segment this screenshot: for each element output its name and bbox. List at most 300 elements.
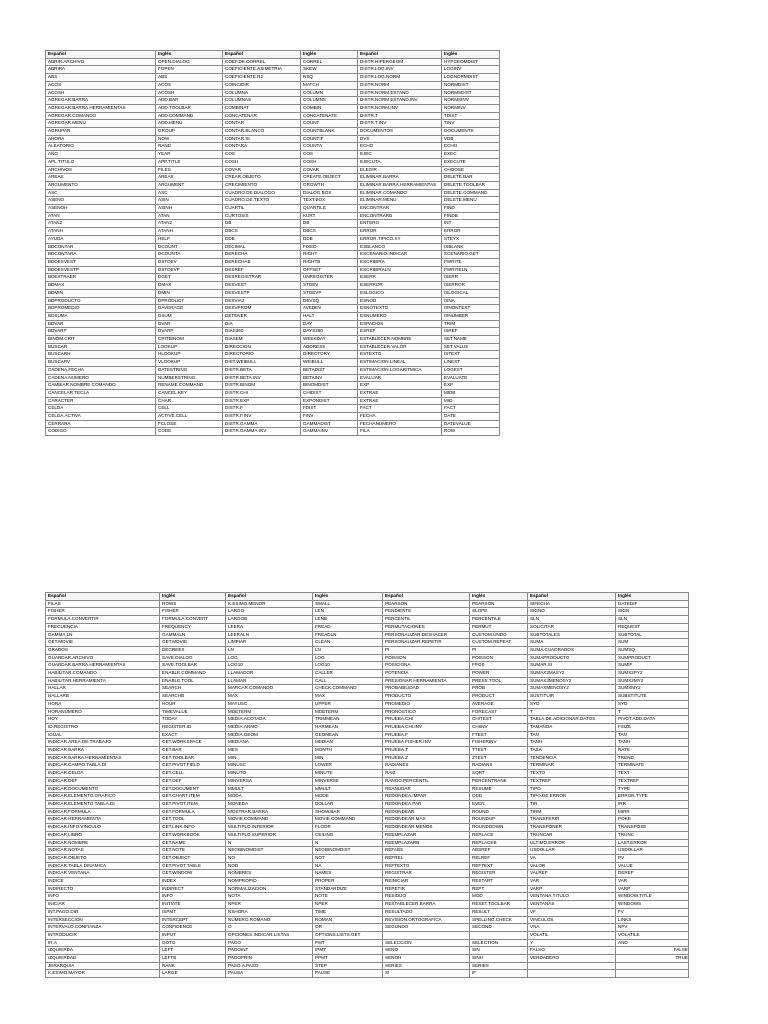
table-cell: CHAR [156,397,223,405]
table-cell: AYUDA [46,235,156,243]
spreadsheet-table-2 [45,592,689,978]
table-row [46,343,500,351]
table-cell: ROUNDUP [470,816,528,824]
table-cell [528,970,616,978]
table-row [46,382,500,390]
table-cell: SLN [616,616,689,624]
table-cell: TENDENCIA [528,754,616,762]
table-row [46,220,500,228]
table-cell: SUSTITUIR [528,693,616,701]
table-cell: DCOUNT [156,243,223,251]
table-cell: DSTDEVP [156,266,223,274]
table-row [46,336,500,344]
table-cell: ENCONTRAR [358,205,442,213]
table-cell: TIMEVALUE [160,708,226,716]
table-cell: INTRODUCIR [46,931,160,939]
table-cell: ATANH [46,228,156,236]
table-cell: K.ESIMO.MENOR [226,600,313,608]
table-2-body [46,593,689,978]
table-row [46,955,689,963]
table-cell: REGISTER.ID [160,723,226,731]
table-row [46,104,500,112]
table-cell: RESULTADO [383,908,470,916]
table-cell: DISTR.BETA.INV [223,374,301,382]
table-cell: BDMAX [46,282,156,290]
table-cell: DISTR.NORM.ESTAND.INV [358,97,442,105]
table-cell: HELP [156,235,223,243]
table-cell: MODE [313,793,383,801]
table-cell: DIA [223,320,301,328]
table-cell: MEDIA.GEOM [226,731,313,739]
table-cell: WEIBULL [301,359,358,367]
table-cell: BINOMDIST [301,382,358,390]
table-cell: HALLAR [46,685,160,693]
table-cell: IF [470,970,528,978]
table-row [46,731,689,739]
table-cell: NUMBERSTRING [156,374,223,382]
table-row [46,135,500,143]
table-cell: LEERALN [226,631,313,639]
table-cell: ELEGIR [358,166,442,174]
table-cell: FREAD [313,623,383,631]
table-cell: BUSCARH [46,351,156,359]
table-cell: INDICE [46,878,160,886]
table-cell: MULTIPLO.INFERIOR [226,824,313,832]
table-cell: DISTR.NORM.ESTAND [358,89,442,97]
table-cell: AHORA [46,135,156,143]
table-cell: PROMEDIO [383,700,470,708]
table-row [46,600,689,608]
table-cell: ABRIRA [46,66,156,74]
table-cell: STANDARDIZE [313,885,383,893]
table-cell: TERMINAR [528,762,616,770]
table-cell: PRONOSTICO [383,708,470,716]
table-cell: DIRECTORY [301,351,358,359]
table-cell: REGISTRAR [383,870,470,878]
table-cell: GET.WORKSPACE [160,739,226,747]
table-cell: REDONDEA.PAR [383,800,470,808]
table-cell: ROWS [160,600,226,608]
table-row [46,74,500,82]
table-cell: PERCENTILE [470,616,528,624]
table-cell: ASENO [46,197,156,205]
table-cell: PRESS.TOOL [470,677,528,685]
table-cell: AGREGAR.COMANDO [46,112,156,120]
table-cell: EXP [442,382,500,390]
table-cell: GAMMADIST [301,420,358,428]
table-row [46,708,689,716]
table-row [46,420,500,428]
table-cell: DOCUMENTS [442,128,500,136]
table-cell: SERIES [470,962,528,970]
table-cell: HOUR [160,700,226,708]
table-cell: SET.NAME [442,336,500,344]
table-cell: VF [528,908,616,916]
table-cell: LOOKUP [156,343,223,351]
table-cell: CERRARA [46,420,156,428]
table-cell: DERECHA [223,251,301,259]
table-cell: GET.BAR [160,747,226,755]
table-cell: ABSREF [470,847,528,855]
table-cell: LINEST [442,359,500,367]
table-cell: BETADIST [301,366,358,374]
table-cell: DBCS [301,228,358,236]
table-cell: DDB [301,235,358,243]
table-cell: INTERCEPT [160,916,226,924]
table-cell: UNREGISTER [301,274,358,282]
table-cell: INDICAR.INFO.VINCULO [46,824,160,832]
table-row [46,770,689,778]
table-cell: REFTEXTO [383,862,470,870]
table-cell: DIALOG.BOX [301,189,358,197]
table-cell: ISBLANK [442,243,500,251]
table-row [46,174,500,182]
table-cell: LEFTB [160,955,226,963]
table-cell: EXECUTE [442,158,500,166]
table-cell: SUMXMY2 [616,685,689,693]
table-cell: NPV [616,924,689,932]
table-cell: CORREL [301,58,358,66]
table-cell: PRUEBA.F [383,731,470,739]
table-cell: TRIM [442,320,500,328]
table-cell: VAR [528,878,616,886]
table-cell: AGRUPAR [46,128,156,136]
table-cell: INDIRECT [160,885,226,893]
table-cell: INT.PAGO.DIR [46,908,160,916]
table-cell: SUM [616,639,689,647]
table-cell: NOTA [226,893,313,901]
table-cell: ADD.TOOLBAR [156,104,223,112]
table-cell: VENTANA.TITULO [528,893,616,901]
table-cell: CANCELAR.TECLA [46,389,156,397]
table-cell: INDICAR.NOMBRE [46,839,160,847]
table-cell: SUMAXMENOSY2 [528,685,616,693]
table-cell: GROUP [156,128,223,136]
table-cell: PROBABILIDAD [383,685,470,693]
table-cell: STDEV [301,282,358,290]
table-row [46,266,500,274]
table-cell: ARCHIVOS [46,166,156,174]
table-row [46,151,500,159]
header-row [46,593,689,601]
table-cell: CHIDIST [301,389,358,397]
table-row [46,623,689,631]
table-row [46,831,689,839]
table-cell: ULTIMO.ERROR [528,839,616,847]
table-cell: ISTEXT [442,351,500,359]
table-cell: DELETE.COMMAND [442,189,500,197]
table-cell: LOGINV [442,66,500,74]
table-cell: PRUEBA.T [383,747,470,755]
table-cell: ALEATORIO [46,143,156,151]
table-row [46,754,689,762]
table-cell: POSICIONA [383,662,470,670]
table-cell: ESTIMACION.LOGARITMICA [358,366,442,374]
table-cell: ECHO [358,143,442,151]
table-cell: JERARQUIA [46,962,160,970]
table-cell: FORMULA.CONVERTIR [46,616,160,624]
table-cell: FLOOR [313,824,383,832]
table-cell: MMULT [313,785,383,793]
table-cell: PERMUT [470,623,528,631]
table-row [46,359,500,367]
table-cell: TRUE [616,955,689,963]
table-cell: CALLER [313,670,383,678]
table-cell: PRUEBA.CHI [383,716,470,724]
table-cell: GET.MOVIE [160,639,226,647]
table-cell: GROWTH [301,181,358,189]
table-cell: FILA [358,428,442,436]
table-cell: SUBTOTAL [616,631,689,639]
table-cell: K.ESIMO.MAYOR [46,970,160,978]
table-cell: FREADLN [313,631,383,639]
table-cell: INDIRECTO [46,885,160,893]
table-cell: WEEKDAY [301,336,358,344]
table-row [46,693,689,701]
table-cell: DATESTRING [156,366,223,374]
table-cell: EXACT [160,731,226,739]
table-row [46,289,500,297]
table-cell: CANCEL.KEY [156,389,223,397]
table-cell: CUSTOM.REPEAT [470,639,528,647]
table-cell: REEMPLAZARB [383,839,470,847]
table-cell: FINDB [442,212,500,220]
table-cell: RESTABLECER.BARRA [383,901,470,909]
column-header: Español [383,593,470,601]
table-cell: IRR [616,800,689,808]
table-cell: GET.PIVOT.TABLE [160,862,226,870]
table-cell: RESIDUO [383,893,470,901]
table-cell: DAY [301,320,358,328]
table-cell: MOSTRAR.BARRA [226,808,313,816]
table-cell: HALT [301,312,358,320]
table-cell: APL.TITULO [46,158,156,166]
table-cell: FALSO [528,947,616,955]
table-cell: ISNUMBER [442,312,500,320]
table-cell: ISERR [442,274,500,282]
table-cell: PEARSON [470,600,528,608]
table-cell: INPUT [160,931,226,939]
table-cell: NORMALIZACION [226,885,313,893]
table-cell: TRANSPONER [528,824,616,832]
table-cell: PAUSA [226,970,313,978]
table-cell: VALOR [528,862,616,870]
table-cell: PROB [470,685,528,693]
table-cell: SUBTOTALES [528,631,616,639]
table-cell: GET.WINDOW [160,870,226,878]
table-cell: EXP [358,382,442,390]
table-cell: BDDESVEST [46,258,156,266]
table-row [46,901,689,909]
table-row [46,428,500,436]
table-cell [616,962,689,970]
table-cell: SIGNO [528,608,616,616]
table-cell: GET.TOOL [160,816,226,824]
table-cell: AREAS [156,174,223,182]
table-cell: EVALUATE [442,374,500,382]
table-cell: TRIMMEAN [313,716,383,724]
table-cell: MDETERM [226,708,313,716]
table-cell: ROMAN [313,916,383,924]
table-cell: ACOSH [46,89,156,97]
table-cell: PERSONALIZAR.DESHACER [383,631,470,639]
table-cell: LENB [313,616,383,624]
table-cell: NOW [156,135,223,143]
table-cell: COUNTIF [301,135,358,143]
table-cell: LARGE [160,970,226,978]
table-cell: BDMIN [46,289,156,297]
table-cell: ISPMT [160,908,226,916]
table-cell: PERMUTACIONES [383,623,470,631]
table-cell: HOY [46,716,160,724]
column-header: Español [223,51,301,59]
table-cell: FILAS [46,600,160,608]
table-row [46,739,689,747]
table-cell: HARMEAN [313,723,383,731]
table-cell: CRECIMIENTO [223,181,301,189]
table-cell: OFFSET [301,266,358,274]
table-cell: SIN [470,947,528,955]
table-cell: COUNTBLANK [301,128,358,136]
table-cell: AND [616,939,689,947]
table-cell: CUARTIL [223,205,301,213]
table-cell: ENABLE.COMMAND [160,670,226,678]
table-1-body [46,51,500,436]
table-cell: TEXTO [528,770,616,778]
table-cell: BETAINV [301,374,358,382]
table-cell: FSIZE [616,723,689,731]
table-row [46,662,689,670]
table-row [46,97,500,105]
table-cell: OPCIONES.INDICAR.LISTAS [226,931,313,939]
table-cell: SLOPE [470,608,528,616]
table-cell: REFABS [383,847,470,855]
table-cell: SUMAR.SI [528,662,616,670]
table-cell: ESCRIBIRALN [358,266,442,274]
column-header: Inglés [156,51,223,59]
table-row [46,854,689,862]
table-cell: COEFICIENTE.R2 [223,74,301,82]
table-cell: DISTR.LOG.INV [358,66,442,74]
table-cell: MID [442,397,500,405]
table-cell: COVAR [223,166,301,174]
table-cell: INDICAR.NOTAS [46,847,160,855]
table-cell: AREAS [46,174,156,182]
table-cell: MMULT [226,785,313,793]
table-cell: VINCULOS [528,916,616,924]
table-cell: MIN [226,754,313,762]
table-cell: DELETE.TOOLBAR [442,181,500,189]
table-cell: MOVIE.COMMAND [226,816,313,824]
table-cell: SYD [616,700,689,708]
table-cell: LEFT [160,947,226,955]
table-cell: DDB [223,235,301,243]
table-cell: IZQUIERDAB [46,955,160,963]
table-cell: KURT [301,212,358,220]
table-cell: ARGUMENT [156,181,223,189]
table-cell: VDB [442,135,500,143]
table-cell: RANGO.PERCENTIL [383,777,470,785]
table-cell: TIPO.DE.ERROR [528,793,616,801]
table-cell: FOPEN [156,66,223,74]
table-cell: NORMINV [442,104,500,112]
table-cell: DATEDIF [616,600,689,608]
table-cell: DESVIA2 [223,297,301,305]
table-cell: COEFICIENTE.ASIMETRIA [223,66,301,74]
table-row [46,405,500,413]
table-cell: FORMULA.CONVERT [160,616,226,624]
table-cell: GET.DOCUMENT [160,785,226,793]
table-cell: ESCENARIO.INDICAR [358,251,442,259]
table-cell: REDONDEA.IMPAR [383,793,470,801]
table-cell: TDIST [442,112,500,120]
table-cell: SENOH [383,955,470,963]
column-header: Inglés [313,593,383,601]
table-cell: PRODUCT [470,693,528,701]
table-cell: DIASEM [223,336,301,344]
table-cell: ESNOTEXTO [358,305,442,313]
table-cell: INDICAR.ELEMENTO.GRAFICO [46,793,160,801]
table-cell: FDIST [301,405,358,413]
table-cell: SEGUNDO [383,924,470,932]
table-cell: TIPO [528,785,616,793]
table-row [46,870,689,878]
table-cell: MAYUSC [226,700,313,708]
table-cell: N [313,839,383,847]
table-cell: GET.CELL [160,770,226,778]
table-cell: ESLOGICO [358,289,442,297]
table-cell: EJECUTA [358,158,442,166]
table-cell: OR [313,924,383,932]
table-cell: LEN [313,608,383,616]
table-cell: DOCUMENTOS [358,128,442,136]
table-cell: TRANSFERIR [528,816,616,824]
table-cell: TYPE [616,785,689,793]
table-cell: INDICAR.BARRA [46,747,160,755]
table-cell: GEOMEAN [313,731,383,739]
table-cell: SMALL [313,600,383,608]
table-cell: TINV [442,120,500,128]
table-cell: GAMMALN [160,631,226,639]
table-cell: APP.TITLE [156,158,223,166]
table-cell: MEDIANA [226,739,313,747]
column-header: Español [358,51,442,59]
table-cell: MAX [313,693,383,701]
table-cell: NOT [313,854,383,862]
table-cell: Y [528,939,616,947]
table-cell: PPMT [313,955,383,963]
table-cell: ISNA [442,297,500,305]
table-cell: LOG [313,654,383,662]
table-cell: CUSTOM.UNDO [470,631,528,639]
table-cell: CURTOSIS [223,212,301,220]
table-row [46,970,689,978]
table-cell: REANUDAR [383,785,470,793]
table-row [46,785,689,793]
table-cell: SUMX2PY2 [616,670,689,678]
table-cell: DEVSQ [301,297,358,305]
table-row [46,608,689,616]
table-cell: IR.A [46,939,160,947]
table-cell: ASENOH [46,205,156,213]
table-cell [616,970,689,978]
table-cell: PRUEBA.Z [383,754,470,762]
table-cell: CALL [313,677,383,685]
table-cell: PRODUCTO [383,693,470,701]
table-cell: DATEVALUE [442,420,500,428]
table-cell: CONTAR.BLANCO [223,128,301,136]
table-cell: ZTEST [470,754,528,762]
